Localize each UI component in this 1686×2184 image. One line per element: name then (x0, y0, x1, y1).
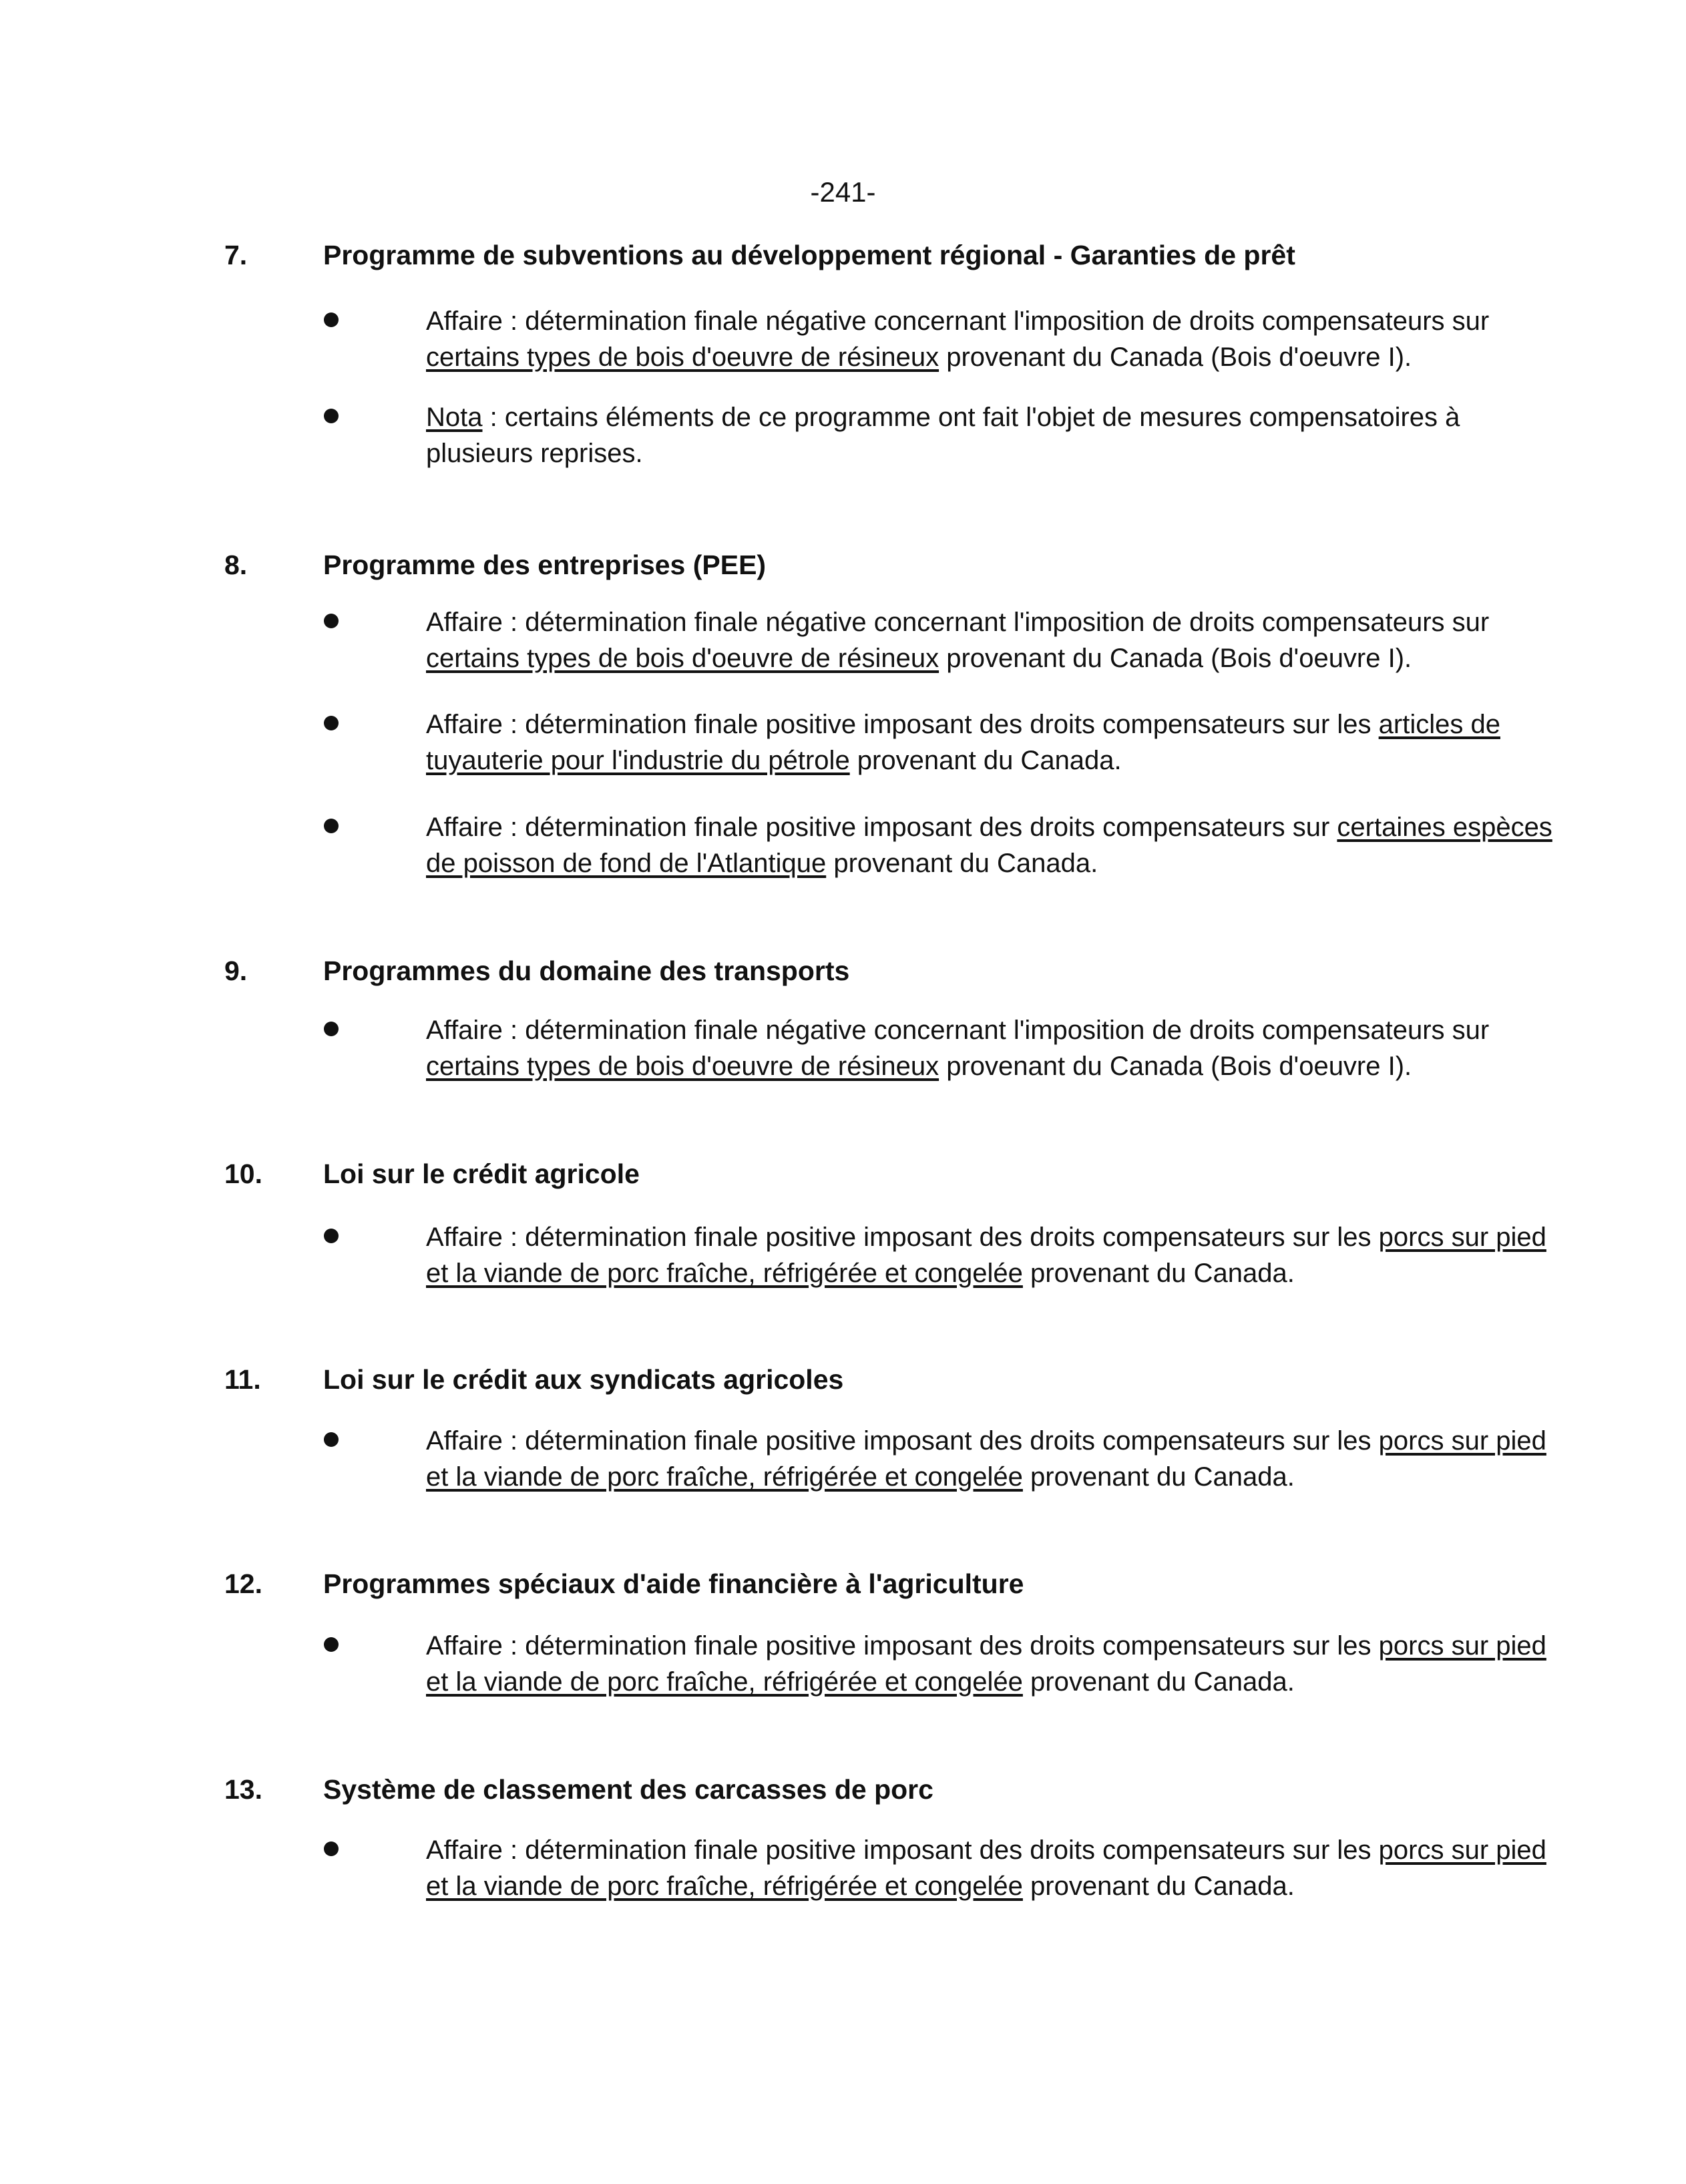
item-label: Affaire (426, 1835, 503, 1865)
item-subject-underlined: certains types de bois d'oeuvre de résineux (426, 343, 939, 372)
bullet-icon (324, 716, 339, 730)
item-text (426, 1012, 1561, 1084)
item-text (426, 1219, 1561, 1291)
item-text-before: : détermination finale positive imposant des droits compensateurs sur les (502, 1223, 1379, 1252)
item-text-after: provenant du Canada (Bois d'oeuvre I). (939, 644, 1412, 673)
item-text-after: provenant du Canada. (1022, 1872, 1295, 1901)
section-number: 10. (224, 1158, 262, 1189)
item-text-after: provenant du Canada. (826, 849, 1098, 878)
bullet-icon (324, 312, 339, 327)
bullet-icon (324, 614, 339, 628)
bullet-icon (324, 1841, 339, 1856)
item-text (426, 1628, 1561, 1700)
bullet-icon (324, 1022, 339, 1036)
section-title: Loi sur le crédit agricole (323, 1158, 640, 1189)
section-number: 7. (224, 240, 248, 270)
item-subject-underlined: certains types de bois d'oeuvre de résineux (426, 644, 939, 673)
item-text-before: : détermination finale négative concernant l'imposition de droits compensateurs sur (502, 306, 1490, 336)
item-text (426, 809, 1561, 881)
bullet-icon (324, 1432, 339, 1447)
section-title: Programmes du domaine des transports (323, 955, 850, 986)
item-text-after: provenant du Canada. (1022, 1259, 1295, 1288)
section-number: 12. (224, 1568, 262, 1599)
item-text (426, 604, 1561, 676)
item-subject-underlined: porcs sur pied et la viande de porc fraîche, réfrigérée et congelée (426, 1223, 1546, 1288)
item-text (426, 1423, 1561, 1495)
item-text (426, 706, 1561, 779)
item-subject-underlined: porcs sur pied et la viande de porc fraîche, réfrigérée et congelée (426, 1631, 1546, 1697)
section-number: 8. (224, 550, 248, 580)
item-label: Affaire (426, 813, 503, 842)
item-text-before: : détermination finale positive imposant des droits compensateurs sur les (502, 1835, 1379, 1865)
section-title: Programmes spéciaux d'aide financière à l'agriculture (323, 1568, 1024, 1599)
item-text-before: : détermination finale positive imposant des droits compensateurs sur les (502, 1631, 1379, 1661)
item-text-after: provenant du Canada. (849, 746, 1122, 775)
section-number: 9. (224, 955, 248, 986)
section-title: Système de classement des carcasses de porc (323, 1774, 933, 1805)
item-text-after: provenant du Canada (Bois d'oeuvre I). (939, 1052, 1412, 1081)
page-number: -241- (810, 176, 876, 208)
item-label: Affaire (426, 608, 503, 637)
item-text (426, 399, 1561, 471)
item-label: Affaire (426, 306, 503, 336)
bullet-icon (324, 409, 339, 423)
item-label: Affaire (426, 1016, 503, 1045)
item-text-before: : détermination finale positive imposant des droits compensateurs sur (502, 813, 1337, 842)
item-subject-underlined: porcs sur pied et la viande de porc fraîche, réfrigérée et congelée (426, 1426, 1546, 1492)
section-title: Programme des entreprises (PEE) (323, 550, 767, 580)
section-number: 11. (224, 1364, 261, 1395)
bullet-icon (324, 819, 339, 833)
bullet-icon (324, 1229, 339, 1243)
item-text (426, 1832, 1561, 1904)
item-label: Affaire (426, 1223, 503, 1252)
item-subject-underlined: certains types de bois d'oeuvre de résineux (426, 1052, 939, 1081)
item-text-before: : détermination finale négative concernant l'imposition de droits compensateurs sur (502, 608, 1490, 637)
section-title: Programme de subventions au développement régional - Garanties de prêt (323, 240, 1295, 270)
item-text-before: : certains éléments de ce programme ont fait l'objet de mesures compensatoires à plusieurs reprises. (426, 403, 1460, 468)
item-text-before: : détermination finale positive imposant des droits compensateurs sur les (502, 710, 1379, 739)
section-number: 13. (224, 1774, 262, 1805)
item-label: Affaire (426, 710, 503, 739)
item-text (426, 303, 1561, 375)
item-text-after: provenant du Canada. (1022, 1462, 1295, 1492)
item-text-after: provenant du Canada. (1022, 1667, 1295, 1697)
item-text-before: : détermination finale positive imposant des droits compensateurs sur les (502, 1426, 1379, 1456)
item-label: Nota (426, 403, 483, 432)
item-subject-underlined: articles de tuyauterie pour l'industrie du pétrole (426, 710, 1500, 775)
item-label: Affaire (426, 1426, 503, 1456)
bullet-icon (324, 1637, 339, 1652)
item-text-before: : détermination finale négative concernant l'imposition de droits compensateurs sur (502, 1016, 1490, 1045)
item-text-after: provenant du Canada (Bois d'oeuvre I). (939, 343, 1412, 372)
item-label: Affaire (426, 1631, 503, 1661)
item-subject-underlined: certaines espèces de poisson de fond de l'Atlantique (426, 813, 1552, 878)
item-subject-underlined: porcs sur pied et la viande de porc fraîche, réfrigérée et congelée (426, 1835, 1546, 1901)
section-title: Loi sur le crédit aux syndicats agricoles (323, 1364, 844, 1395)
